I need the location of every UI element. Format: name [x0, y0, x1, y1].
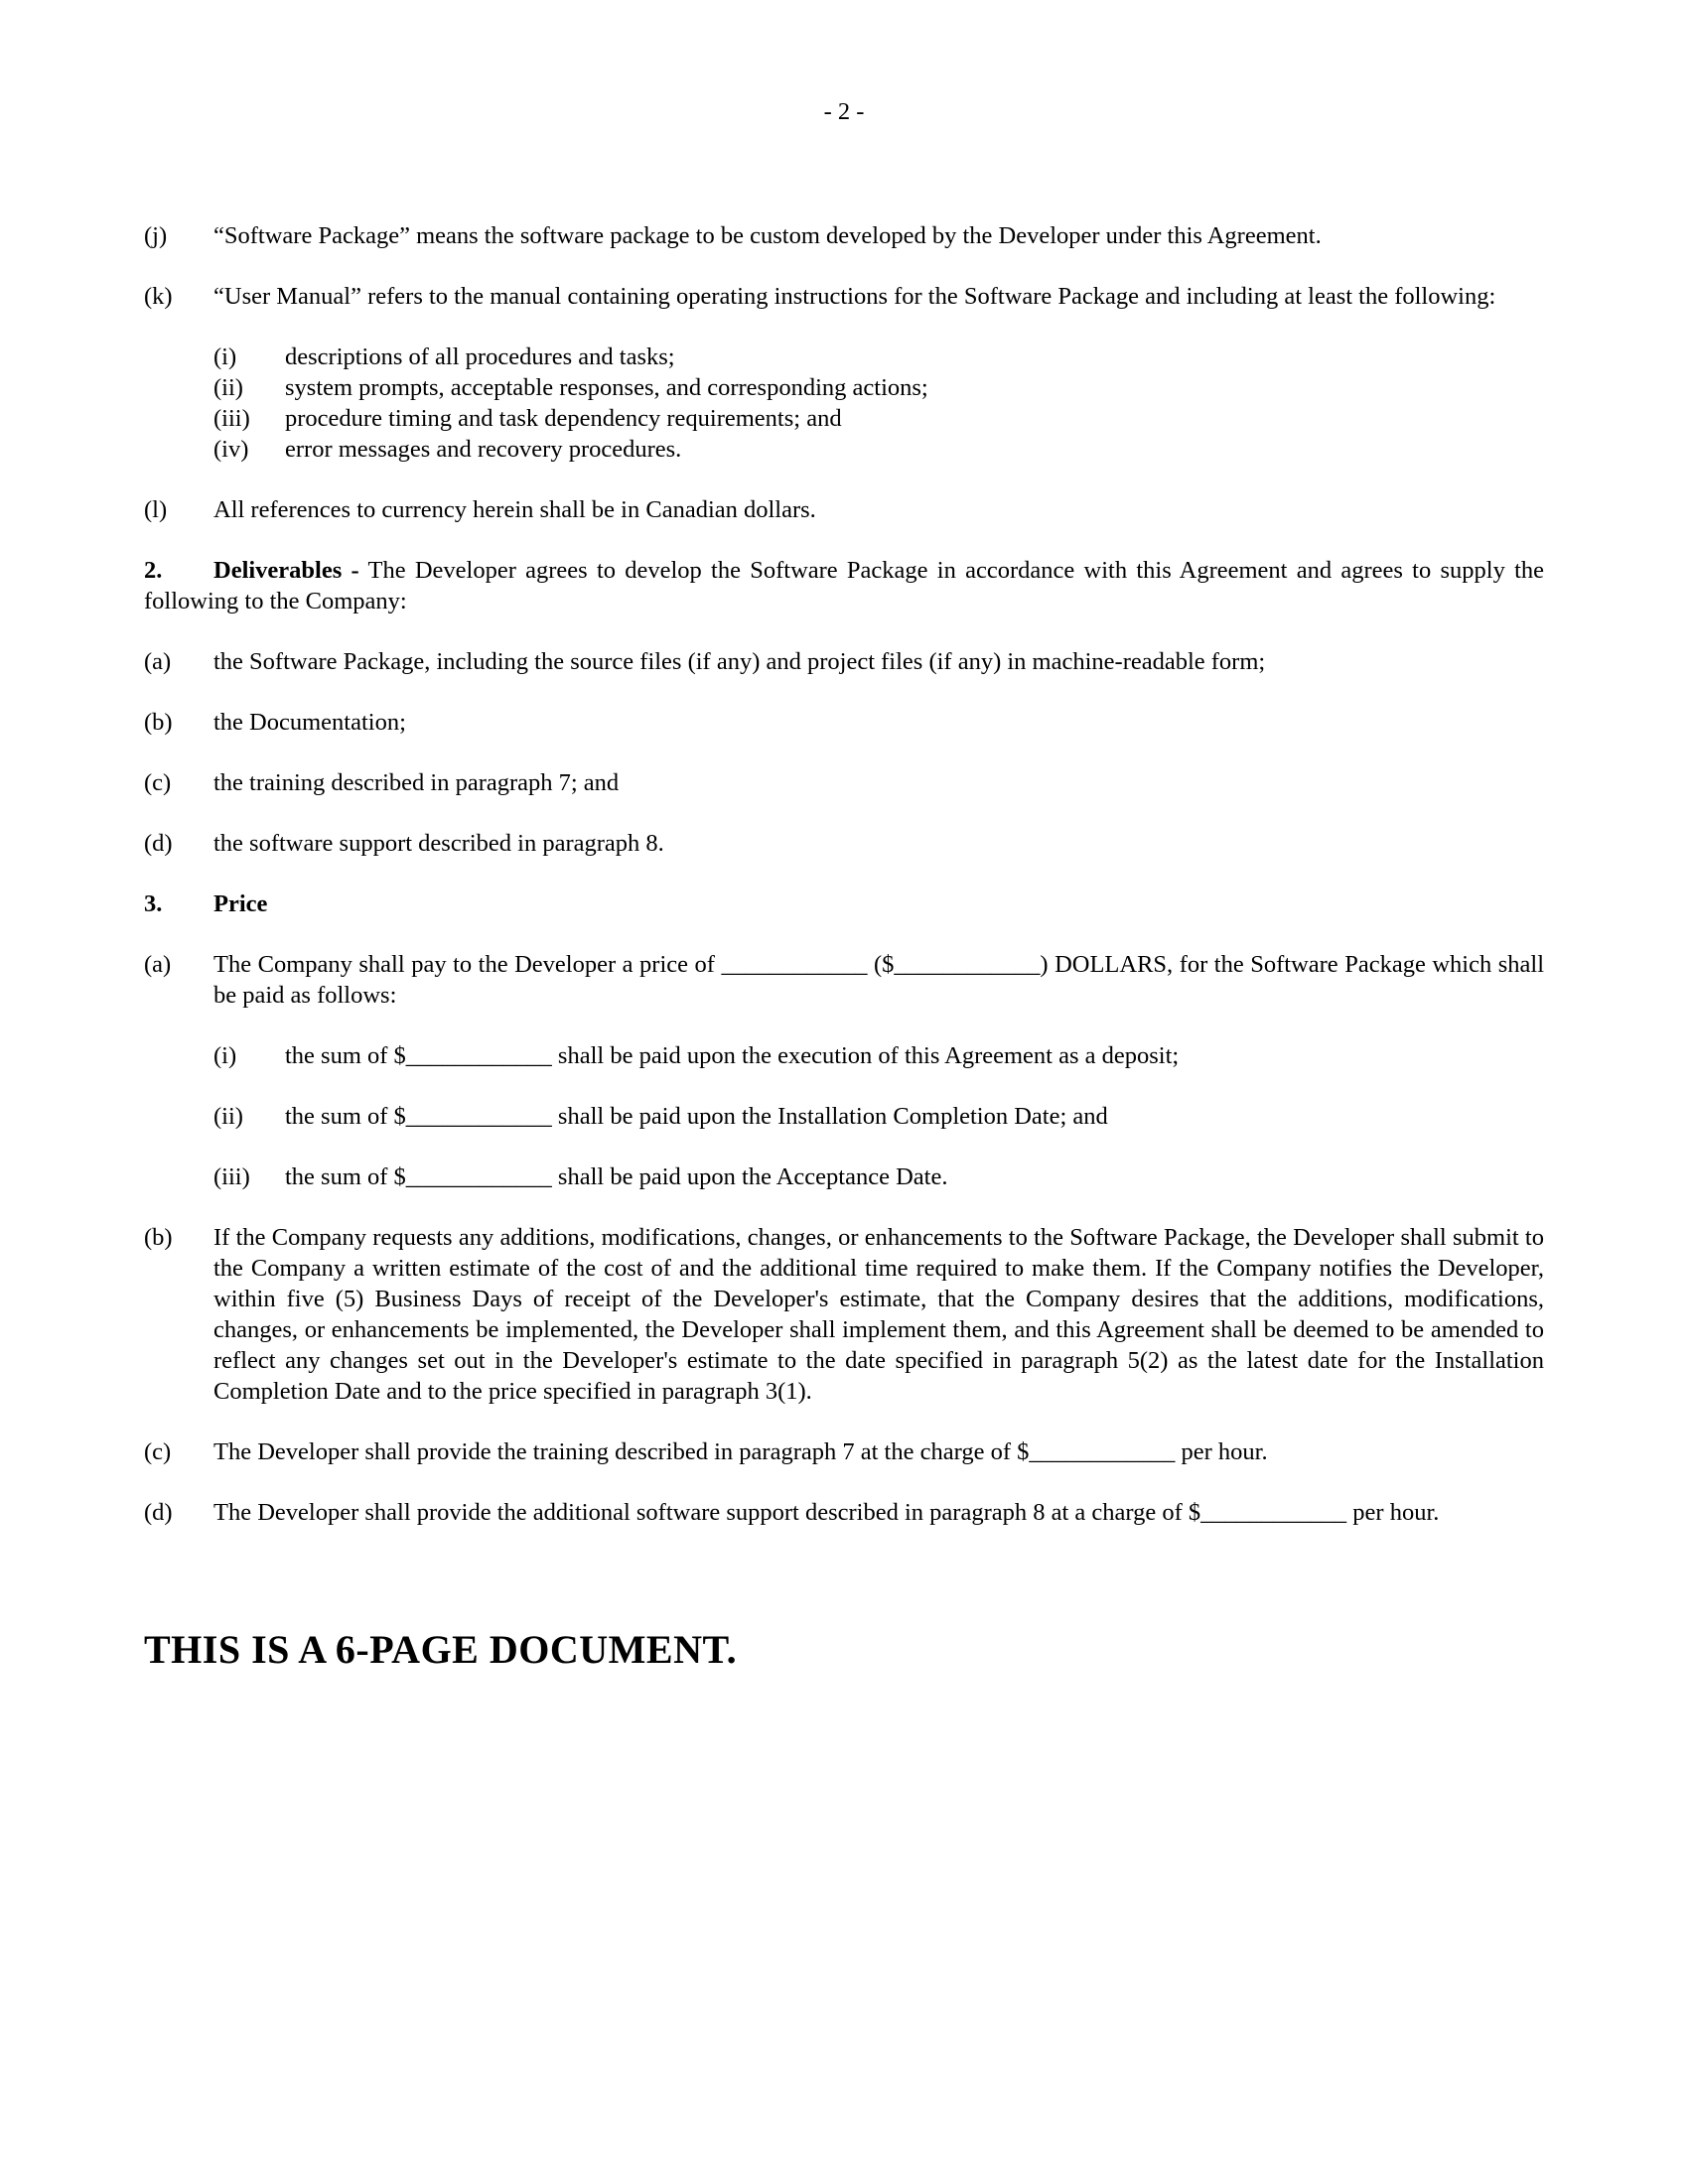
subitem-text: descriptions of all procedures and tasks;: [285, 343, 675, 370]
payment-subitem-i: [213, 1040, 1544, 1071]
section-2-intro: [144, 555, 1544, 616]
price-item-d: [144, 1497, 1544, 1528]
item-label: (c): [144, 1438, 172, 1465]
subitem-label: (i): [213, 343, 237, 370]
item-text: the Software Package, including the source files (if any) and project files (if any) in machine-readable form;: [213, 648, 1266, 675]
section-intro-text: The Developer agrees to develop the Software Package in accordance with this Agreement and agrees to supply the following to the Company:: [144, 557, 1544, 614]
section-number: 3.: [144, 890, 163, 917]
item-text: The Company shall pay to the Developer a price of ____________ ($____________) DOLLARS, for the Software Package which shall be paid as follows:: [213, 951, 1544, 1009]
definition-item-j: [144, 220, 1544, 251]
definition-item-k: [144, 281, 1544, 465]
subitem-label: (iii): [213, 405, 250, 432]
item-text: the training described in paragraph 7; and: [213, 769, 620, 796]
definition-item-l: [144, 494, 1544, 525]
subitem-label: (i): [213, 1042, 237, 1069]
item-label: (b): [144, 1224, 173, 1251]
item-label: (d): [144, 830, 173, 857]
item-text: All references to currency herein shall be in Canadian dollars.: [213, 496, 816, 523]
page-count-notice: THIS IS A 6-PAGE DOCUMENT.: [144, 1627, 738, 1672]
manual-subitem-iv: [213, 434, 1544, 465]
item-label: (a): [144, 951, 172, 978]
subitem-label: (iii): [213, 1163, 250, 1190]
subitem-text: the sum of $____________ shall be paid upon the Acceptance Date.: [285, 1163, 948, 1190]
section-3-heading: [144, 888, 1544, 919]
page-number: - 2 -: [823, 98, 865, 125]
item-text: The Developer shall provide the additional software support described in paragraph 8 at a charge of $____________ per hour.: [213, 1499, 1440, 1526]
manual-subitem-ii: [213, 372, 1544, 403]
item-body: [213, 281, 1544, 465]
manual-subitem-i: [213, 341, 1544, 372]
subitem-label: (iv): [213, 436, 249, 463]
deliverable-item-c: [144, 767, 1544, 798]
deliverable-item-b: [144, 707, 1544, 738]
item-label: (l): [144, 496, 168, 523]
deliverable-item-d: [144, 828, 1544, 859]
item-text: the Documentation;: [213, 709, 406, 736]
payment-subitem-iii: [213, 1161, 1544, 1192]
section-title: Deliverables -: [213, 557, 359, 584]
deliverable-item-a: [144, 646, 1544, 677]
item-label: (j): [144, 222, 168, 249]
subitem-text: the sum of $____________ shall be paid upon the Installation Completion Date; and: [285, 1103, 1108, 1130]
item-text: If the Company requests any additions, modifications, changes, or enhancements to the Software Package, the Developer shall submit to the Company a written estimate of the cost of and the additional time required to make them. If the Company notifies the Developer, within five (5) Business Days of receipt of the Developer's estimate, that the Company desires that the additions, modifications, changes, or enhancements be implemented, the Developer shall implement them, and this Agreement shall be deemed to be amended to reflect any changes set out in the Developer's estimate to the date specified in paragraph 5(2) as the latest date for the Installation Completion Date and to the price specified in paragraph 3(1).: [213, 1224, 1544, 1405]
item-text: “User Manual” refers to the manual containing operating instructions for the Software Package and including at least the following:: [213, 283, 1496, 310]
item-label: (a): [144, 648, 172, 675]
section-title: Price: [213, 890, 268, 917]
subitem-label: (ii): [213, 374, 243, 401]
manual-subitem-iii: [213, 403, 1544, 434]
subitem-text: error messages and recovery procedures.: [285, 436, 682, 463]
item-text: the software support described in paragraph 8.: [213, 830, 664, 857]
item-label: (d): [144, 1499, 173, 1526]
subitem-text: procedure timing and task dependency requirements; and: [285, 405, 842, 432]
section-number: 2.: [144, 557, 163, 584]
subitem-text: the sum of $____________ shall be paid upon the execution of this Agreement as a deposit;: [285, 1042, 1180, 1069]
item-body: [213, 949, 1544, 1192]
price-item-a: [144, 949, 1544, 1192]
subitem-text: system prompts, acceptable responses, and corresponding actions;: [285, 374, 928, 401]
item-label: (b): [144, 709, 173, 736]
price-item-c: [144, 1436, 1544, 1467]
item-label: (k): [144, 283, 173, 310]
subitem-label: (ii): [213, 1103, 243, 1130]
price-item-b: [144, 1222, 1544, 1407]
payment-subitem-ii: [213, 1101, 1544, 1132]
item-text: The Developer shall provide the training described in paragraph 7 at the charge of $____________ per hour.: [213, 1438, 1268, 1465]
item-text: “Software Package” means the software package to be custom developed by the Developer under this Agreement.: [213, 222, 1322, 249]
item-label: (c): [144, 769, 172, 796]
